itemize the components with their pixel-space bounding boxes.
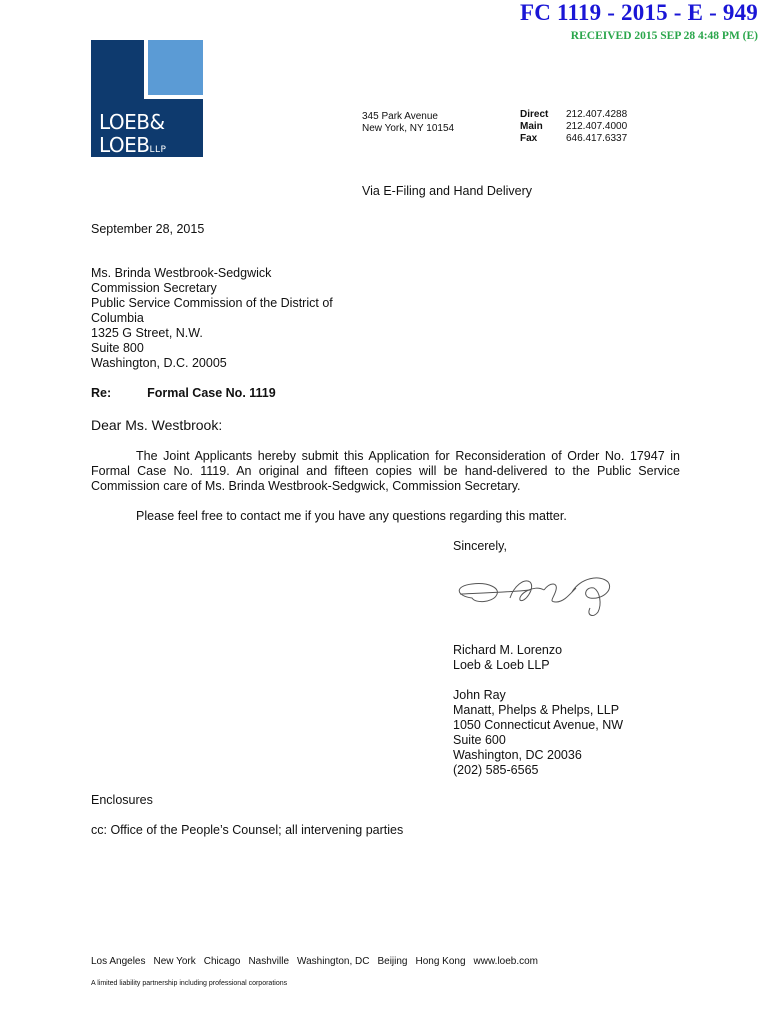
- letter-date: September 28, 2015: [91, 222, 205, 236]
- enclosures: Enclosures: [91, 793, 153, 807]
- subject-text: Formal Case No. 1119: [147, 386, 276, 400]
- recipient-line: 1325 G Street, N.W.: [91, 326, 203, 340]
- signer-line: Richard M. Lorenzo: [453, 643, 563, 657]
- firm-logo: [91, 40, 203, 157]
- contact-label: Fax: [520, 133, 538, 144]
- logo-line1: LOEB&: [99, 110, 165, 134]
- logo-divider-h: [144, 95, 203, 99]
- office-beijing: Beijing: [377, 956, 408, 967]
- delivery-method: Via E-Filing and Hand Delivery: [362, 184, 532, 198]
- recipient-line: Suite 800: [91, 341, 144, 355]
- office-hong-kong: Hong Kong: [415, 956, 466, 967]
- contact-label: Direct: [520, 109, 549, 120]
- logo-suffix: LLP: [149, 145, 167, 155]
- address-line1: 345 Park Avenue: [362, 111, 438, 122]
- signer-line: Suite 600: [453, 733, 506, 747]
- signature-image: [452, 568, 620, 620]
- contact-row-main: [520, 121, 627, 133]
- signer-block-1: [453, 643, 562, 673]
- footer-note: A limited liability partnership including professional corporations: [91, 980, 288, 987]
- signer-block-2: [453, 688, 623, 778]
- office-new-york: New York: [153, 956, 196, 967]
- salutation: Dear Ms. Westbrook:: [91, 417, 223, 433]
- contact-row-direct: [520, 109, 627, 121]
- signer-line: John Ray: [453, 688, 506, 702]
- logo-line2: [99, 133, 167, 157]
- recipient-block: [91, 266, 351, 371]
- office-washington: Washington, DC: [297, 956, 370, 967]
- signer-line: Loeb & Loeb LLP: [453, 658, 550, 672]
- contact-label: Main: [520, 121, 543, 132]
- recipient-line: Ms. Brinda Westbrook-Sedgwick: [91, 266, 272, 280]
- recipient-line: Washington, D.C. 20005: [91, 356, 227, 370]
- subject-line: [91, 386, 276, 401]
- logo-divider-v: [144, 40, 148, 99]
- signer-line: (202) 585-6565: [453, 763, 539, 777]
- footer-offices: [91, 956, 538, 967]
- signer-line: 1050 Connecticut Avenue, NW: [453, 718, 624, 732]
- office-chicago: Chicago: [203, 956, 241, 967]
- contact-value: 646.417.6337: [566, 133, 628, 144]
- address-line2: New York, NY 10154: [362, 123, 455, 134]
- office-los-angeles: Los Angeles: [91, 956, 146, 967]
- logo-square: [148, 40, 203, 95]
- recipient-line: Commission Secretary: [91, 281, 217, 295]
- signer-line: Manatt, Phelps & Phelps, LLP: [453, 703, 620, 717]
- docket-stamp: FC 1119 - 2015 - E - 949: [520, 0, 758, 25]
- recipient-line: Public Service Commission of the District of Columbia: [91, 296, 333, 325]
- contact-value: 212.407.4288: [566, 109, 628, 120]
- website-link[interactable]: www.loeb.com: [473, 956, 539, 967]
- signer-line: Washington, DC 20036: [453, 748, 582, 762]
- office-nashville: Nashville: [248, 956, 290, 967]
- firm-address: [362, 111, 454, 135]
- body-paragraph-1: The Joint Applicants hereby submit this Application for Reconsideration of Order No. 17947 in Formal Case No. 1119. An original and fifteen copies will be hand-delivered to the Public Service Commission care of Ms. Brinda Westbrook-Sedgwick, Commission Secretary.: [91, 449, 680, 493]
- body-paragraph-2: Please feel free to contact me if you have any questions regarding this matter.: [136, 509, 567, 523]
- contact-value: 212.407.4000: [566, 121, 628, 132]
- closing: Sincerely,: [453, 539, 507, 553]
- contact-numbers: [520, 109, 627, 145]
- received-stamp: RECEIVED 2015 SEP 28 4:48 PM (E): [570, 30, 758, 42]
- logo-line2-text: LOEB: [99, 133, 150, 157]
- subject-label: Re:: [91, 386, 112, 400]
- cc-line: cc: Office of the People’s Counsel; all intervening parties: [91, 823, 404, 837]
- contact-row-fax: [520, 133, 627, 145]
